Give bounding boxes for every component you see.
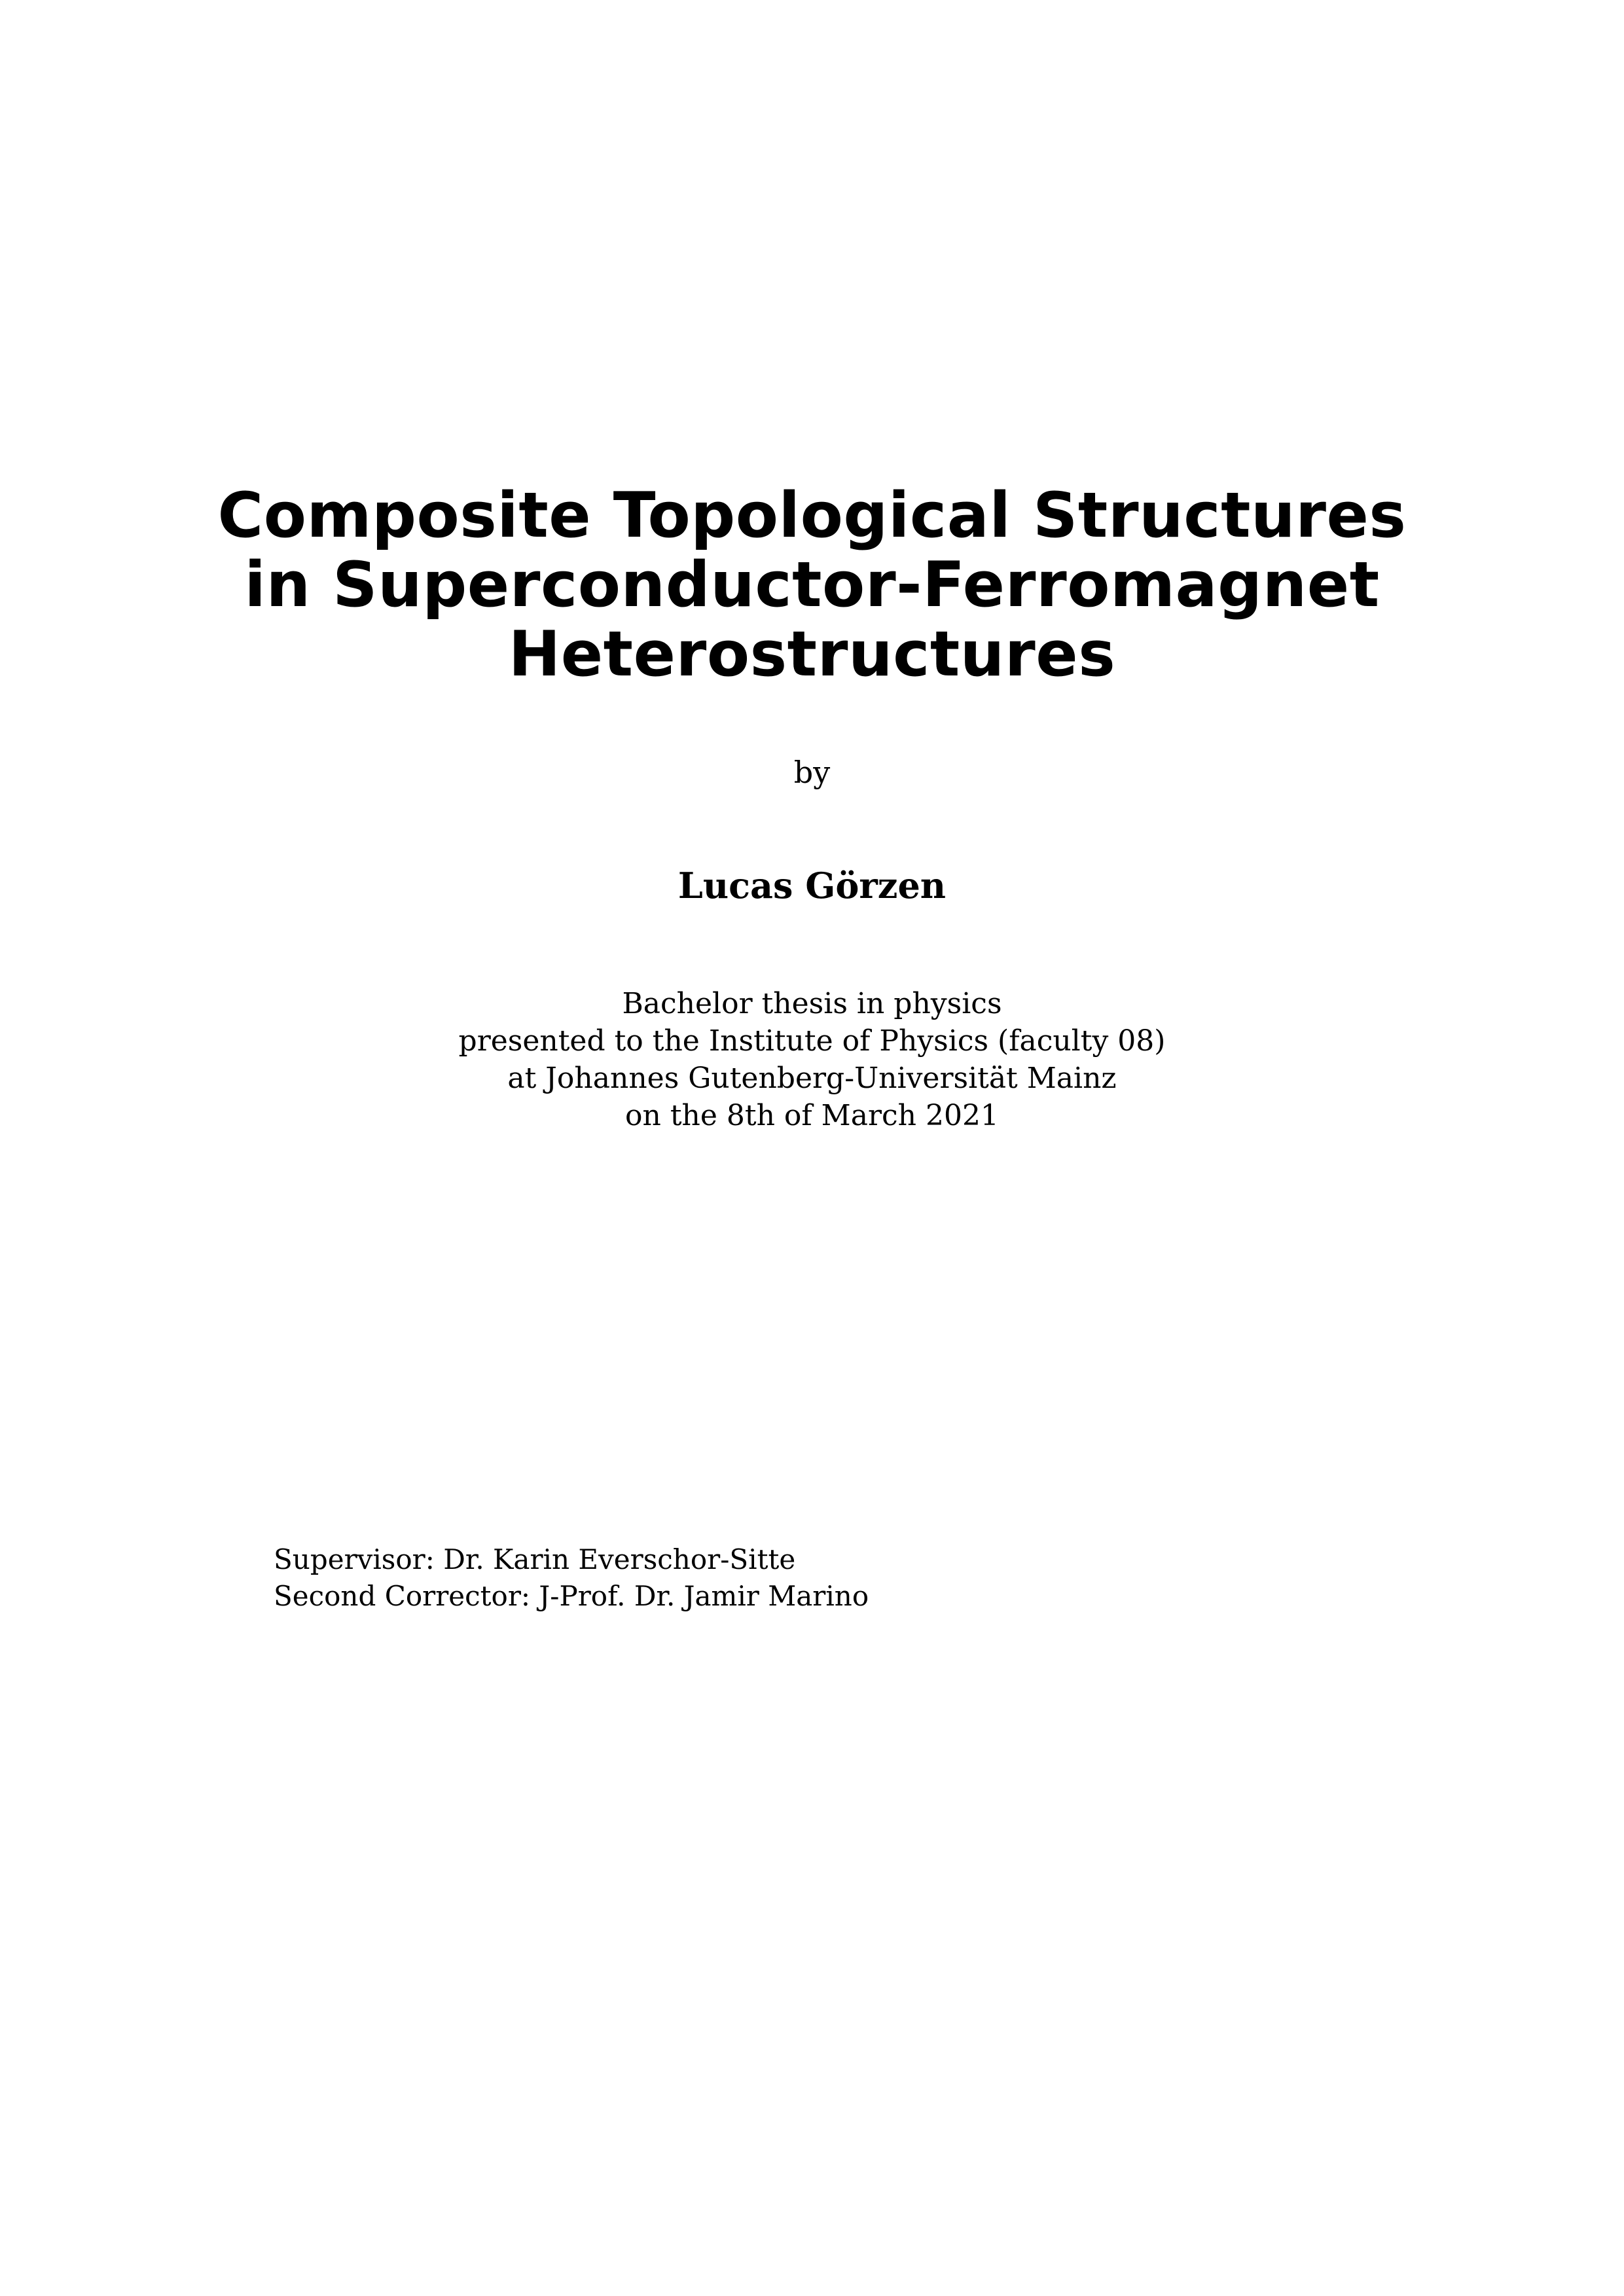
byline: by (793, 755, 831, 790)
thesis-title (0, 481, 1624, 689)
title-line-3: Heterostructures (508, 619, 1116, 691)
date-line: on the 8th of March 2021 (625, 1099, 999, 1132)
institute-line: presented to the Institute of Physics (faculty 08) (458, 1024, 1166, 1058)
title-line-1: Composite Topological Structures (217, 480, 1407, 552)
thesis-type-line: Bachelor thesis in physics (622, 987, 1002, 1020)
title-line-2: in Superconductor-Ferromagnet (244, 549, 1380, 621)
author-name: Lucas Görzen (677, 865, 947, 906)
thesis-description (0, 985, 1624, 1134)
university-line: at Johannes Gutenberg-Universität Mainz (507, 1062, 1117, 1095)
correctors-block (274, 1541, 1321, 1615)
supervisor-line: Supervisor: Dr. Karin Everschor-Sitte (274, 1543, 796, 1575)
second-corrector-line: Second Corrector: J-Prof. Dr. Jamir Marino (274, 1580, 869, 1612)
